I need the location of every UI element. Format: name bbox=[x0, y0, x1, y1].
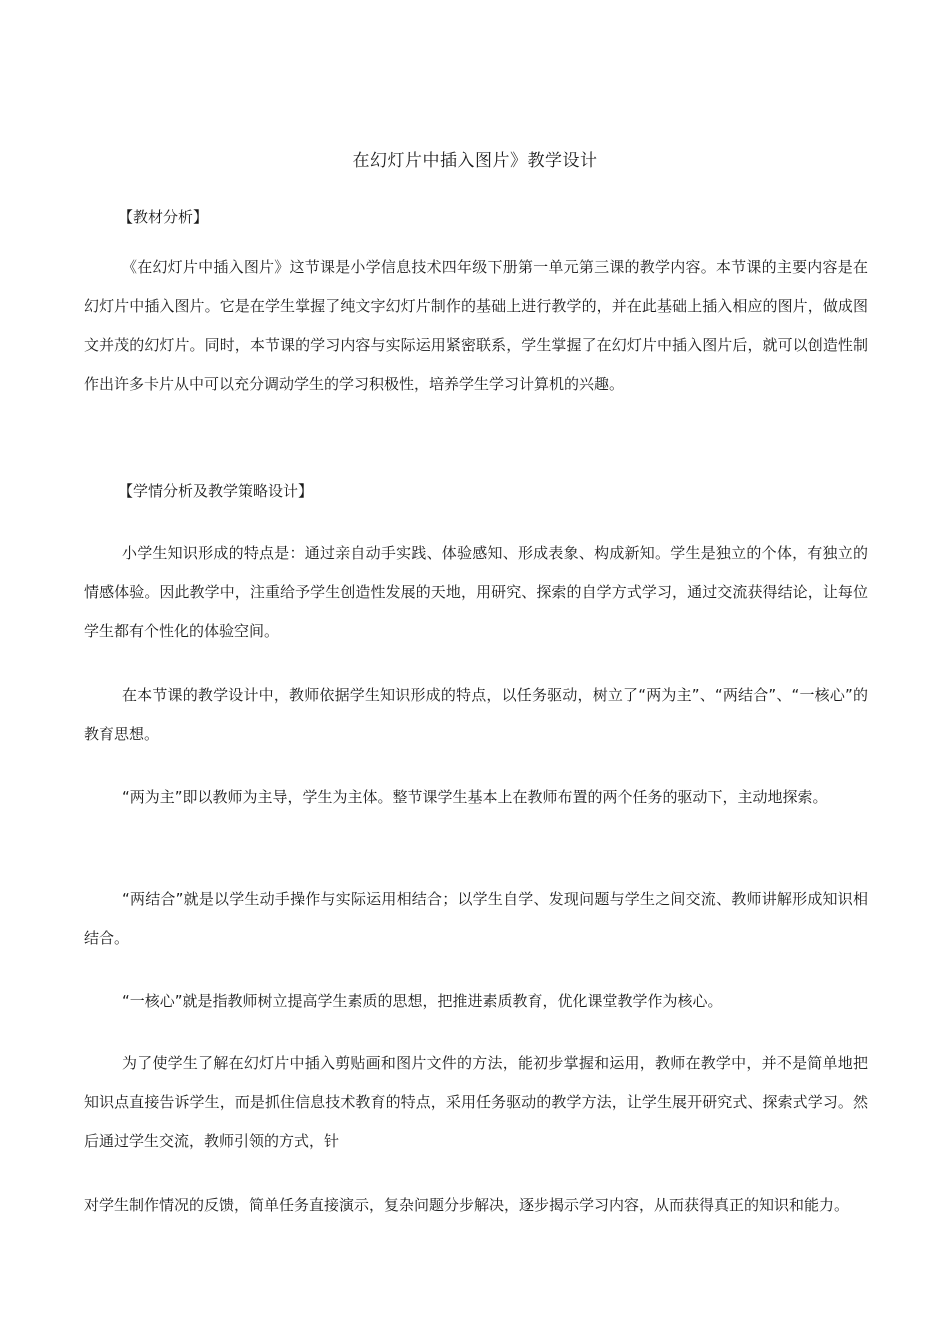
paragraph-teaching-design: 在本节课的教学设计中，教师依据学生知识形成的特点，以任务驱动，树立了“两为主”、“两结合”、“一核心”的教育思想。 bbox=[84, 686, 868, 743]
paragraph-teaching-method: 为了使学生了解在幻灯片中插入剪贴画和图片文件的方法，能初步掌握和运用，教师在教学中，并不是简单地把知识点直接告诉学生，而是抓住信息技术教育的特点，采用任务驱动的教学方法，让学生展开研究式、探索式学习。然后通过学生交流，教师引领的方式，针 bbox=[84, 1054, 868, 1150]
section-heading-learning-analysis: 【学情分析及教学策略设计】 bbox=[118, 482, 314, 500]
paragraph-one-core: “一核心”就是指教师树立提高学生素质的思想，把推进素质教育，优化课堂教学作为核心。 bbox=[122, 992, 723, 1010]
section-heading-material-analysis: 【教材分析】 bbox=[118, 208, 209, 226]
paragraph-two-combinations: “两结合”就是以学生动手操作与实际运用相结合；以学生自学、发现问题与学生之间交流、教师讲解形成知识相结合。 bbox=[84, 890, 868, 947]
paragraph-learning-characteristics: 小学生知识形成的特点是：通过亲自动手实践、体验感知、形成表象、构成新知。学生是独立的个体，有独立的情感体验。因此教学中，注重给予学生创造性发展的天地，用研究、探索的自学方式学习，通过交流获得结论，让每位学生都有个性化的体验空间。 bbox=[84, 544, 868, 640]
document-title: 在幻灯片中插入图片》教学设计 bbox=[352, 151, 598, 171]
paragraph-two-mains: “两为主”即以教师为主导，学生为主体。整节课学生基本上在教师布置的两个任务的驱动下，主动地探索。 bbox=[122, 788, 828, 806]
paragraph-material-analysis: 《在幻灯片中插入图片》这节课是小学信息技术四年级下册第一单元第三课的教学内容。本节课的主要内容是在幻灯片中插入图片。它是在学生掌握了纯文字幻灯片制作的基础上进行教学的，并在此基础上插入相应的图片，做成图文并茂的幻灯片。同时，本节课的学习内容与实际运用紧密联系，学生掌握了在幻灯片中插入图片后，就可以创造性制作出许多卡片从中可以充分调动学生的学习积极性，培养学生学习计算机的兴趣。 bbox=[84, 258, 868, 393]
paragraph-teaching-method-continued: 对学生制作情况的反馈，简单任务直接演示，复杂问题分步解决，逐步揭示学习内容，从而获得真正的知识和能力。 bbox=[84, 1196, 850, 1214]
